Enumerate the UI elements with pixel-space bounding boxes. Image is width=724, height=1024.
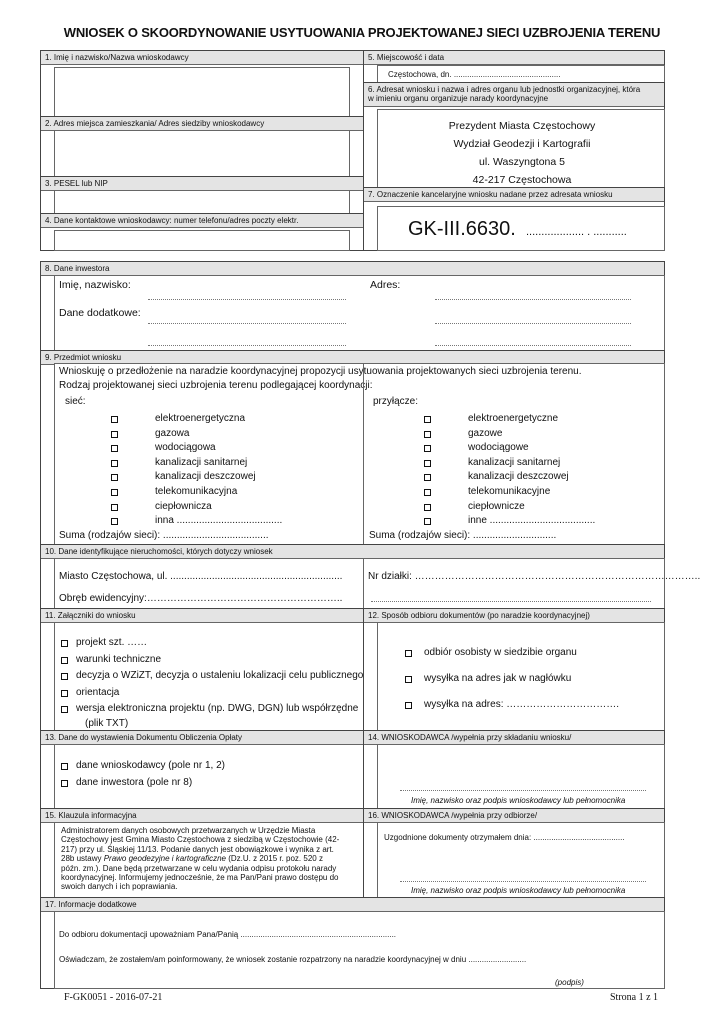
subject-box — [54, 363, 665, 545]
clause-line-1: Administratorem danych osobowych przetwarzanych w Urzędzie Miasta — [61, 826, 316, 835]
pickup-option-0: odbiór osobisty w siedzibie organu — [424, 647, 577, 658]
connection-option-6: ciepłownicze — [468, 500, 525, 512]
section-14-applicant-signature — [363, 730, 665, 809]
network-checkbox-5[interactable] — [111, 489, 118, 496]
attachment-option-2: decyzja o WZiZT, decyzja o ustaleniu lokalizacji celu publicznego — [76, 670, 364, 682]
attachment-checkbox-0[interactable] — [61, 640, 68, 647]
clause-line-2: Częstochowy jest Gmina Miasto Częstochowa z siedzibą w Częstochowie (42- — [61, 835, 340, 845]
investor-name-label: Imię, nazwisko: — [59, 279, 131, 291]
network-option-2: wodociągowa — [155, 442, 216, 454]
section-12-pickup — [363, 608, 665, 731]
network-label: sieć: — [65, 396, 86, 407]
applicant-address-field[interactable] — [54, 130, 350, 177]
connection-option-5: telekomunikacyjne — [468, 486, 551, 497]
place-date-field[interactable] — [377, 65, 665, 83]
section-13-fee-data — [40, 730, 364, 809]
signature-box-16[interactable] — [377, 822, 665, 898]
section-15-clause — [40, 808, 364, 898]
network-option-5: telekomunikacyjna — [155, 486, 238, 497]
contact-field[interactable] — [54, 230, 350, 251]
section-17-label: 17. Informacje dodatkowe — [41, 898, 664, 912]
property-parcel-line-2[interactable] — [371, 601, 651, 602]
section-6-label — [364, 83, 664, 107]
clause-box — [54, 822, 364, 898]
page-number: Strona 1 z 1 — [610, 992, 659, 1003]
pickup-checkbox-0[interactable] — [405, 650, 412, 657]
network-option-0: elektroenergetyczna — [155, 413, 246, 424]
network-option-4: kanalizacji deszczowej — [155, 471, 256, 483]
property-divider — [363, 559, 364, 609]
connection-checkbox-6[interactable] — [424, 504, 431, 511]
network-option-1: gazowa — [155, 427, 190, 439]
addressee-line-4: 42-217 Częstochowa — [472, 174, 572, 186]
network-checkbox-7[interactable] — [111, 518, 118, 525]
investor-extra-line-1[interactable] — [148, 323, 346, 324]
authorization-line[interactable]: Do odbioru dokumentacji upoważniam Pana/Panią ...................................................................... — [59, 930, 397, 939]
reference-field[interactable] — [377, 206, 665, 251]
section-8-label: 8. Dane inwestora — [41, 262, 664, 276]
signature-caption-16: Imię, nazwisko oraz podpis wnioskodawcy lub pełnomocnika — [411, 886, 626, 895]
connection-sum[interactable]: Suma (rodzajów sieci): .............................. — [369, 530, 557, 541]
attachment-option-0: projekt szt. …… — [76, 637, 148, 648]
pickup-date-text: Uzgodnione dokumenty otrzymałem dnia: ......................................... — [384, 833, 625, 842]
connection-checkbox-3[interactable] — [424, 460, 431, 467]
signature-line-14 — [400, 790, 646, 791]
attachment-checkbox-2[interactable] — [61, 673, 68, 680]
fee-checkbox-0[interactable] — [61, 763, 68, 770]
network-checkbox-3[interactable] — [111, 460, 118, 467]
section-6-label-line2: w imieniu organu organizuje narady koordynacyjne — [368, 94, 549, 103]
section-8-investor — [40, 261, 665, 351]
pickup-option-2: wysyłka na adres: ……………………………. — [424, 699, 620, 710]
section-11-label: 11. Załączniki do wniosku — [41, 609, 363, 623]
subject-intro-2: Rodzaj projektowanej sieci uzbrojenia terenu podlegającej koordynacji: — [59, 380, 373, 391]
network-checkbox-1[interactable] — [111, 431, 118, 438]
property-obreb[interactable]: Obręb ewidencyjny:………………………………………………….. — [59, 593, 343, 604]
clause-line-6: koordynacyjnej. Informujemy jednocześnie, że ma Pan/Pani prawo dostępu do — [61, 873, 339, 883]
connection-checkbox-5[interactable] — [424, 489, 431, 496]
connection-option-1: gazowe — [468, 427, 503, 439]
network-option-7: inna ...................................... — [155, 515, 283, 527]
property-box — [54, 558, 701, 609]
property-parcel[interactable]: Nr działki: ………………………………………………………………………….. — [368, 571, 701, 582]
section-2-applicant-address — [40, 116, 364, 177]
section-10-label: 10. Dane identyfikujące nieruchomości, których dotyczy wniosek — [41, 545, 664, 559]
section-6-addressee — [363, 82, 665, 188]
connection-option-4: kanalizacji deszczowej — [468, 471, 569, 483]
pickup-checkbox-2[interactable] — [405, 702, 412, 709]
attachment-option-4: wersja elektroniczna projektu (np. DWG, DGN) lub współrzędne — [76, 703, 359, 715]
attachment-option-1: warunki techniczne — [76, 653, 162, 665]
connection-checkbox-4[interactable] — [424, 474, 431, 481]
signature-box-14[interactable] — [377, 744, 665, 809]
section-3-pesel-nip — [40, 176, 364, 214]
connection-checkbox-1[interactable] — [424, 431, 431, 438]
section-17-additional — [40, 897, 665, 989]
section-1-applicant-name — [40, 50, 364, 117]
pickup-option-1: wysyłka na adres jak w nagłówku — [424, 673, 572, 684]
network-option-3: kanalizacji sanitarnej — [155, 456, 248, 468]
connection-checkbox-0[interactable] — [424, 416, 431, 423]
section-3-label: 3. PESEL lub NIP — [41, 177, 363, 191]
section-5-label: 5. Miejscowość i data — [364, 51, 664, 65]
pickup-checkbox-1[interactable] — [405, 676, 412, 683]
reference-code-dots: ................... . ........... — [526, 226, 627, 238]
place-date-value: Częstochowa, dn. ................................................ — [388, 70, 561, 79]
network-checkbox-6[interactable] — [111, 504, 118, 511]
section-4-contact — [40, 213, 364, 251]
pesel-nip-field[interactable] — [54, 190, 350, 214]
section-9-label: 9. Przedmiot wniosku — [41, 351, 664, 365]
additional-box — [54, 911, 665, 989]
fee-data-box — [54, 744, 364, 809]
section-7-label: 7. Oznaczenie kancelaryjne wniosku nadane przez adresata wniosku — [364, 188, 664, 202]
section-16-pickup-signature — [363, 808, 665, 898]
network-checkbox-0[interactable] — [111, 416, 118, 423]
section-12-label: 12. Sposób odbioru dokumentów (po naradzie koordynacyjnej) — [364, 609, 664, 623]
section-1-label: 1. Imię i nazwisko/Nazwa wnioskodawcy — [41, 51, 363, 65]
section-5-place-date — [363, 50, 665, 83]
network-checkbox-4[interactable] — [111, 474, 118, 481]
investor-name-line[interactable] — [148, 299, 346, 300]
investor-extra-label: Dane dodatkowe: — [59, 307, 141, 319]
connection-option-3: kanalizacji sanitarnej — [468, 456, 561, 468]
section-2-label: 2. Adres miejsca zamieszkania/ Adres siedziby wnioskodawcy — [41, 117, 363, 131]
investor-extra-line-4[interactable] — [435, 345, 631, 346]
attachment-checkbox-3[interactable] — [61, 690, 68, 697]
addressee-line-3: ul. Waszyngtona 5 — [479, 156, 565, 168]
fee-option-0: dane wnioskodawcy (pole nr 1, 2) — [76, 760, 225, 771]
connection-checkbox-7[interactable] — [424, 518, 431, 525]
reference-code: GK-III.6630. — [408, 218, 516, 240]
signature-line-16 — [400, 881, 646, 882]
investor-extra-line-2[interactable] — [435, 323, 631, 324]
column-divider — [363, 364, 364, 545]
section-16-label: 16. WNIOSKODAWCA /wypełnia przy odbiorze/ — [364, 809, 664, 823]
section-13-label: 13. Dane do wystawienia Dokumentu Obliczenia Opłaty — [41, 731, 363, 745]
addressee-line-2: Wydział Geodezji i Kartografii — [453, 138, 591, 150]
fee-checkbox-1[interactable] — [61, 780, 68, 787]
section-11-attachments — [40, 608, 364, 731]
connection-checkbox-2[interactable] — [424, 445, 431, 452]
clause-line-5: późn. zm.). Dane będą przetwarzane w celu wydania odpisu protokołu narady — [61, 863, 337, 873]
form-code: F-GK0051 - 2016-07-21 — [64, 992, 163, 1003]
applicant-name-field[interactable] — [54, 67, 350, 117]
clause-line-4b: (Dz.U. z 2015 r. poz. 520 z — [228, 854, 323, 864]
statement-line[interactable]: Oświadczam, że zostałem/am poinformowany, że wniosek zostanie rozpatrzony na naradzie koordynacyjnej w dniu .......................... — [59, 955, 527, 964]
investor-extra-line-3[interactable] — [148, 345, 346, 346]
clause-line-3: 217) przy ul. Śląskiej 11/13. Podanie danych jest obowiązkowe i wynika z art. — [61, 844, 334, 854]
section-4-label: 4. Dane kontaktowe wnioskodawcy: numer telefonu/adres poczty elektr. — [41, 214, 363, 228]
attachments-box — [54, 622, 364, 731]
clause-line-4 — [61, 854, 357, 863]
network-sum[interactable]: Suma (rodzajów sieci): ...................................... — [59, 530, 269, 541]
clause-line-7: swoich danych i ich poprawiania. — [61, 882, 178, 892]
section-9-subject — [40, 350, 665, 545]
network-checkbox-2[interactable] — [111, 445, 118, 452]
investor-address-line[interactable] — [435, 299, 631, 300]
connection-option-7: inne ...................................... — [468, 515, 596, 527]
connection-option-2: wodociągowe — [468, 442, 529, 454]
connection-option-0: elektroenergetyczne — [468, 413, 559, 424]
connection-label: przyłącze: — [373, 396, 419, 407]
page-title: WNIOSEK O SKOORDYNOWANIE USYTUOWANIA PROJEKTOWANEJ SIECI UZBROJENIA TERENU — [63, 25, 661, 40]
section-6-label-line1: 6. Adresat wniosku i nazwa i adres organu lub jednostki organizacyjnej, która — [368, 85, 641, 94]
addressee-box — [377, 109, 665, 188]
attachment-extra: (plik TXT) — [85, 718, 129, 729]
section-7-reference — [363, 187, 665, 251]
section-14-label: 14. WNIOSKODAWCA /wypełnia przy składaniu wniosku/ — [364, 731, 664, 745]
clause-law-title: Prawo geodezyjne i kartograficzne — [103, 854, 226, 864]
investor-box — [54, 275, 665, 351]
attachment-option-3: orientacja — [76, 686, 120, 698]
signature-caption-14: Imię, nazwisko oraz podpis wnioskodawcy lub pełnomocnika — [411, 796, 626, 805]
network-option-6: ciepłownicza — [155, 500, 212, 512]
subject-intro-1: Wnioskuję o przedłożenie na naradzie koordynacyjnej propozycji usytuowania projektowanych sieci uzbrojenia terenu. — [59, 366, 582, 377]
addressee-line-1: Prezydent Miasta Częstochowy — [448, 120, 596, 132]
fee-option-1: dane inwestora (pole nr 8) — [76, 777, 193, 788]
attachment-checkbox-1[interactable] — [61, 657, 68, 664]
clause-line-4a: 28b ustawy — [61, 854, 102, 864]
signature-caption-17: (podpis) — [555, 978, 584, 987]
attachment-checkbox-4[interactable] — [61, 706, 68, 713]
section-15-label: 15. Klauzula informacyjna — [41, 809, 363, 823]
pickup-box — [377, 622, 665, 731]
investor-address-label: Adres: — [370, 279, 401, 291]
property-city[interactable]: Miasto Częstochowa, ul. .............................................................. — [59, 571, 343, 582]
section-10-property — [40, 544, 701, 609]
